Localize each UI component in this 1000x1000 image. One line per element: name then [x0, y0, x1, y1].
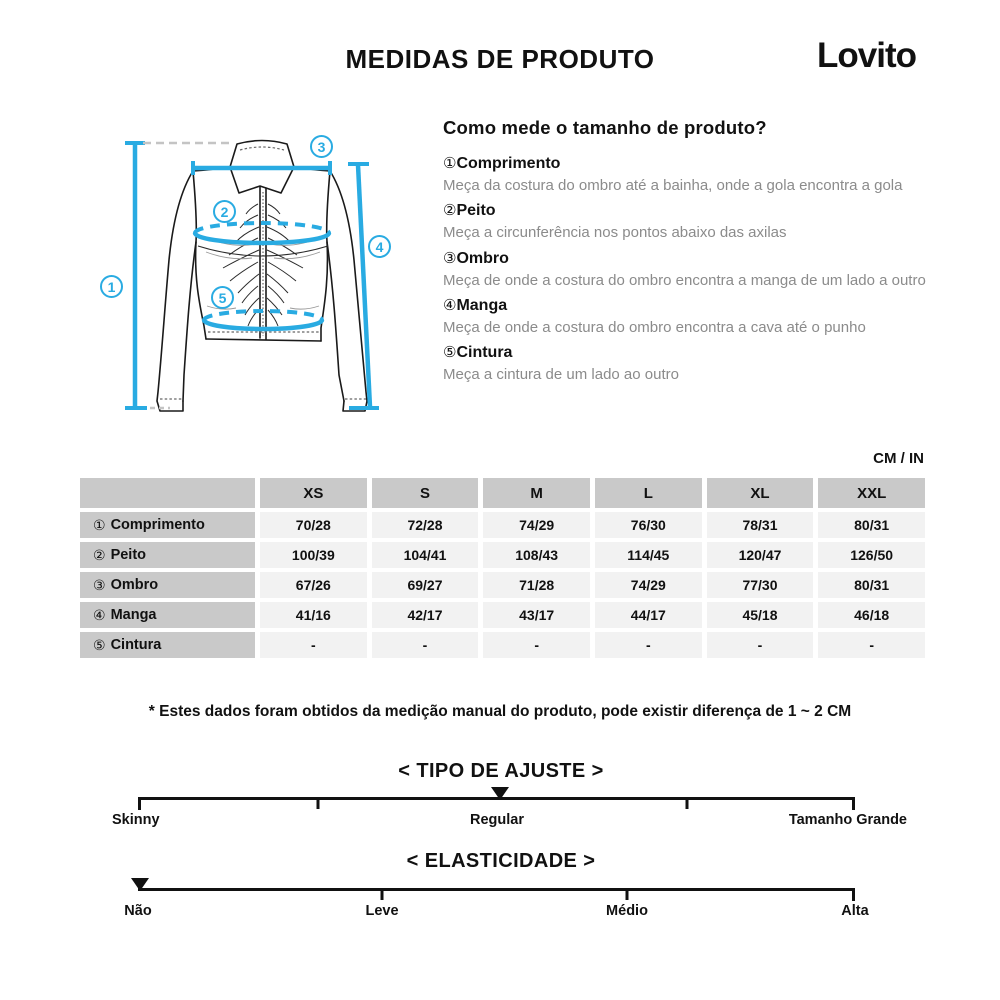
measurement-disclaimer: * Estes dados foram obtidos da medição manual do produto, pode existir diferença de 1 ~ 2 CM — [148, 703, 852, 720]
brand-logo: Lovito — [817, 36, 916, 75]
table-header-xxl: XXL — [818, 478, 925, 508]
elasticity-label-alta: Alta — [841, 903, 869, 919]
table-cell: 72/28 — [372, 512, 479, 538]
guide-item-desc: Meça a circunferência nos pontos abaixo das axilas — [443, 224, 787, 242]
page-title: MEDIDAS DE PRODUTO — [345, 44, 655, 74]
table-cell: 70/28 — [260, 512, 367, 538]
fit-type-scale — [95, 760, 907, 835]
measure-marker-3: 3 — [310, 135, 333, 158]
table-cell: 104/41 — [372, 542, 479, 568]
elasticity-scale — [95, 850, 907, 925]
scale-tick — [317, 797, 320, 809]
guide-item-number: ③ — [443, 249, 457, 267]
table-cell: 44/17 — [595, 602, 702, 628]
measure-guide — [443, 117, 930, 388]
table-cell: 43/17 — [483, 602, 590, 628]
guide-item — [443, 341, 930, 386]
table-cell: 126/50 — [818, 542, 925, 568]
table-cell: 41/16 — [260, 602, 367, 628]
scale-tick — [381, 888, 384, 900]
scale-tick — [852, 797, 855, 810]
guide-item-label: Cintura — [456, 344, 513, 362]
guide-item-label: Peito — [456, 202, 496, 220]
table-cell: 71/28 — [483, 572, 590, 598]
scale-tick — [626, 888, 629, 900]
fit-label-regular: Regular — [470, 812, 524, 828]
row-label-ombro: ③ Ombro — [80, 572, 255, 598]
table-cell: 45/18 — [707, 602, 814, 628]
table-cell: 80/31 — [818, 572, 925, 598]
table-header-xs: XS — [260, 478, 367, 508]
scale-tick — [852, 888, 855, 901]
table-cell: 108/43 — [483, 542, 590, 568]
measure-marker-4: 4 — [368, 235, 391, 258]
fit-scale-title: < TIPO DE AJUSTE > — [398, 760, 604, 782]
measure-marker-1: 1 — [100, 275, 123, 298]
scale-tick — [686, 797, 689, 809]
guide-heading: Como mede o tamanho de produto? — [443, 117, 767, 138]
table-cell: - — [260, 632, 367, 658]
guide-item-label: Comprimento — [456, 155, 561, 172]
guide-item-number: ① — [443, 155, 457, 172]
row-label-comprimento: ① Comprimento — [80, 512, 255, 538]
table-header-empty — [80, 478, 255, 508]
fit-label-skinny: Skinny — [112, 812, 160, 828]
table-cell: - — [595, 632, 702, 658]
elasticity-scale-line — [138, 888, 855, 891]
table-cell: - — [707, 632, 814, 658]
guide-item-number: ② — [443, 202, 457, 220]
table-cell: 76/30 — [595, 512, 702, 538]
table-header-l: L — [595, 478, 702, 508]
table-cell: 120/47 — [707, 542, 814, 568]
garment-diagram — [80, 120, 420, 440]
table-cell: 77/30 — [707, 572, 814, 598]
scale-tick — [138, 797, 141, 810]
elasticity-marker-icon — [131, 878, 149, 891]
table-cell: 74/29 — [483, 512, 590, 538]
table-cell: 100/39 — [260, 542, 367, 568]
row-label-cintura: ⑤ Cintura — [80, 632, 255, 658]
guide-item-number: ⑤ — [443, 344, 457, 362]
table-cell: 114/45 — [595, 542, 702, 568]
guide-item-label: Manga — [456, 296, 508, 314]
row-label-peito: ② Peito — [80, 542, 255, 568]
row-label-manga: ④ Manga — [80, 602, 255, 628]
table-header-m: M — [483, 478, 590, 508]
table-cell: 67/26 — [260, 572, 367, 598]
fit-scale-line — [138, 797, 855, 800]
table-cell: 46/18 — [818, 602, 925, 628]
table-cell: 69/27 — [372, 572, 479, 598]
table-cell: - — [818, 632, 925, 658]
elasticity-scale-title: < ELASTICIDADE > — [406, 850, 596, 872]
table-cell: - — [372, 632, 479, 658]
measure-marker-2: 2 — [213, 200, 236, 223]
table-cell: - — [483, 632, 590, 658]
guide-item — [443, 152, 930, 197]
guide-item — [443, 199, 930, 244]
table-cell: 42/17 — [372, 602, 479, 628]
guide-item-desc: Meça de onde a costura do ombro encontra a cava até o punho — [443, 318, 866, 336]
table-cell: 78/31 — [707, 512, 814, 538]
guide-item — [443, 294, 930, 339]
guide-item-desc: Meça a cintura de um lado ao outro — [443, 366, 679, 384]
measure-marker-5: 5 — [211, 286, 234, 309]
elasticity-label-medio: Médio — [606, 903, 648, 919]
fit-label-tamanho-grande: Tamanho Grande — [788, 812, 907, 828]
unit-label: CM / IN — [873, 450, 924, 467]
table-cell: 80/31 — [818, 512, 925, 538]
fit-marker-icon — [491, 787, 509, 800]
guide-item-label: Ombro — [456, 249, 509, 267]
table-header-xl: XL — [707, 478, 814, 508]
guide-item-desc: Meça de onde a costura do ombro encontra a manga de um lado a outro — [443, 271, 926, 289]
table-header-s: S — [372, 478, 479, 508]
guide-item — [443, 247, 930, 292]
elasticity-label-leve: Leve — [365, 903, 399, 919]
elasticity-label-nao: Não — [124, 903, 152, 919]
size-table — [80, 478, 925, 658]
table-cell: 74/29 — [595, 572, 702, 598]
guide-item-desc: Meça da costura do ombro até a bainha, onde a gola encontra a gola — [443, 177, 903, 194]
guide-item-number: ④ — [443, 296, 457, 314]
garment-illustration-icon — [80, 120, 420, 440]
